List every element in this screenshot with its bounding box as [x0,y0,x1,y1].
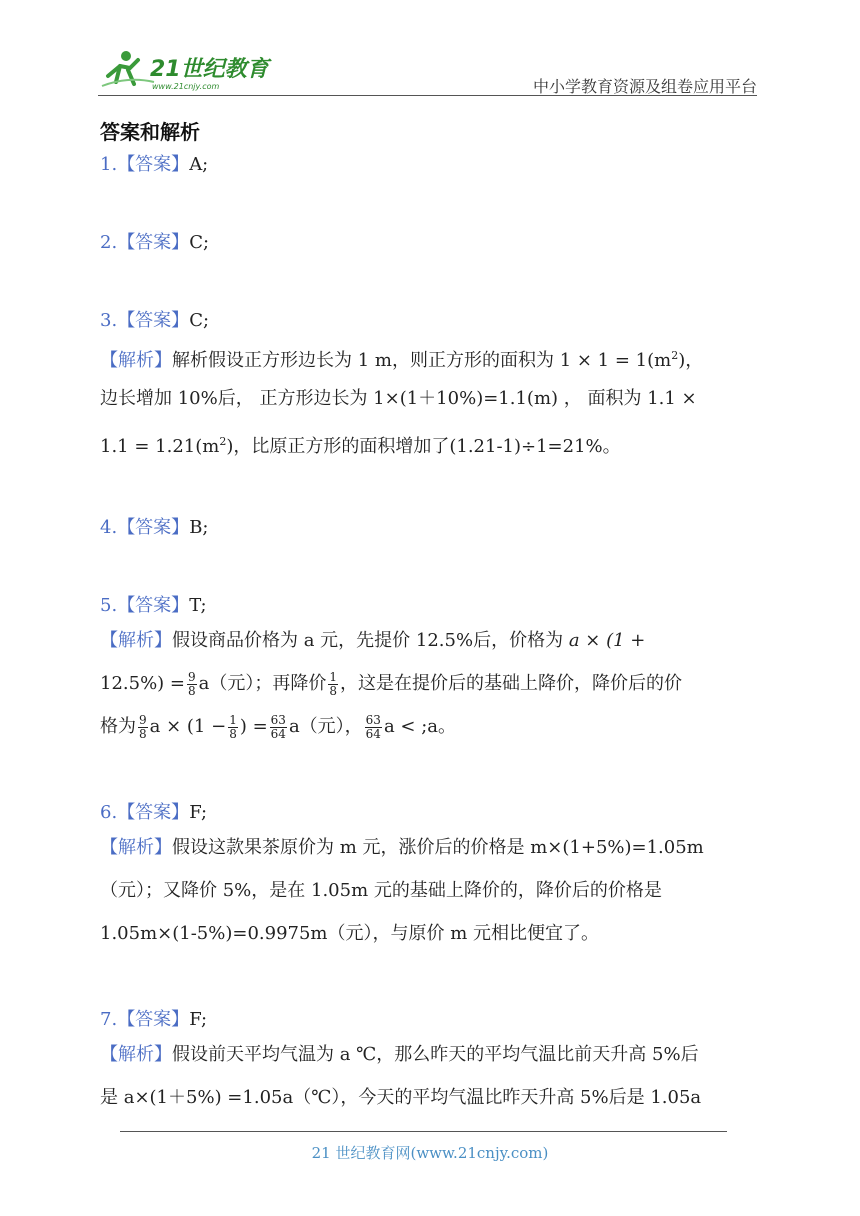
answer-value: B; [189,517,209,538]
fraction: $\frac{1}{8}$ [329,669,338,698]
item-number: 5. [100,595,118,616]
answer-value: C; [189,310,210,331]
answer-list [100,152,760,1119]
analysis-line: 格为 $\frac{9}{8}$ a × (1 − $\frac{1}{8}$ ) = $\frac{63}{64}$ a（元）， $\frac{63}{64}$ a < ;a。 [100,712,457,741]
item-number: 4. [100,517,118,538]
logo-text: 21世纪教育 [150,57,269,82]
fraction: $\frac{63}{64}$ [270,712,286,741]
answer-item-3 [100,308,760,463]
answer-value: T; [189,595,207,616]
analysis-tag: 【解析】 [100,630,172,651]
analysis-tag: 【解析】 [100,1044,172,1065]
item-number: 3. [100,310,118,331]
analysis-line: 是 a×(1＋5%) =1.05a（℃），今天的平均气温比昨天升高 5%后是 1.05a [100,1087,702,1108]
answer-tag: 【答案】 [117,232,190,253]
item-number: 6. [100,802,118,823]
logo-url: www.21cnjy.com [152,82,220,91]
answer-item-2 [100,230,760,256]
answer-item-1 [100,152,760,178]
analysis-tag: 【解析】 [100,837,172,858]
answer-tag: 【答案】 [117,1009,190,1030]
answer-tag: 【答案】 [117,154,190,175]
analysis-line: （元）；又降价 5%，是在 1.05m 元的基础上降价的，降价后的价格是 [100,880,662,901]
item-number: 2. [100,232,118,253]
analysis-line: 12.5%) = $\frac{9}{8}$ a（元）；再降价 $\frac{1}{8}$ ，这是在提价后的基础上降价，降价后的价 [100,669,683,698]
analysis-line: 【解析】假设前天平均气温为 a ℃，那么昨天的平均气温比前天升高 5%后 [100,1044,699,1065]
answer-value: F; [189,802,208,823]
answer-tag: 【答案】 [117,310,190,331]
runner-icon [102,51,154,86]
analysis-line: 【解析】解析假设正方形边长为 1 m，则正方形的面积为 $1 \times 1 = 1(m^2)$， [100,349,704,371]
fraction: $\frac{9}{8}$ [139,712,147,741]
platform-name: 中小学教育资源及组卷应用平台 [532,77,757,96]
footer-divider [120,1131,727,1132]
analysis-line: $1.1 = 1.21(m^2)$，比原正方形的面积增加了(1.21-1)÷1=21%。 [100,435,621,457]
analysis-line: 1.05m×(1-5%)=0.9975m（元），与原价 m 元相比便宜了。 [100,923,600,944]
item-number: 1. [100,154,118,175]
fraction: $\frac{63}{64}$ [365,712,381,741]
fraction: $\frac{1}{8}$ [229,712,237,741]
answer-tag: 【答案】 [117,595,190,616]
footer-link[interactable]: 21 世纪教育网(www.21cnjy.com) [311,1144,549,1162]
analysis-line: 【解析】假设商品价格为 a 元，先提价 12.5%后，价格为 a × (1 + [100,630,646,651]
item-number: 7. [100,1009,118,1030]
fraction: $\frac{9}{8}$ [188,669,196,698]
analysis-tag: 【解析】 [100,350,172,371]
analysis-line: 边长增加 10%后， 正方形边长为 1×(1＋10%)=1.1(m) ， 面积为 1.1 × [100,388,697,409]
answer-value: C; [189,232,210,253]
answer-item-5 [100,593,760,748]
answer-item-6 [100,800,760,955]
answer-item-4 [100,515,760,541]
answer-item-7 [100,1007,760,1119]
header-divider [98,95,757,96]
answer-value: F; [189,1009,208,1030]
answer-tag: 【答案】 [117,517,190,538]
answer-tag: 【答案】 [117,802,190,823]
site-logo [98,46,288,94]
page-title: 答案和解析 [100,120,200,144]
answer-value: A; [189,154,209,175]
analysis-line: 【解析】假设这款果茶原价为 m 元，涨价后的价格是 m×(1+5%)=1.05m [100,837,704,858]
